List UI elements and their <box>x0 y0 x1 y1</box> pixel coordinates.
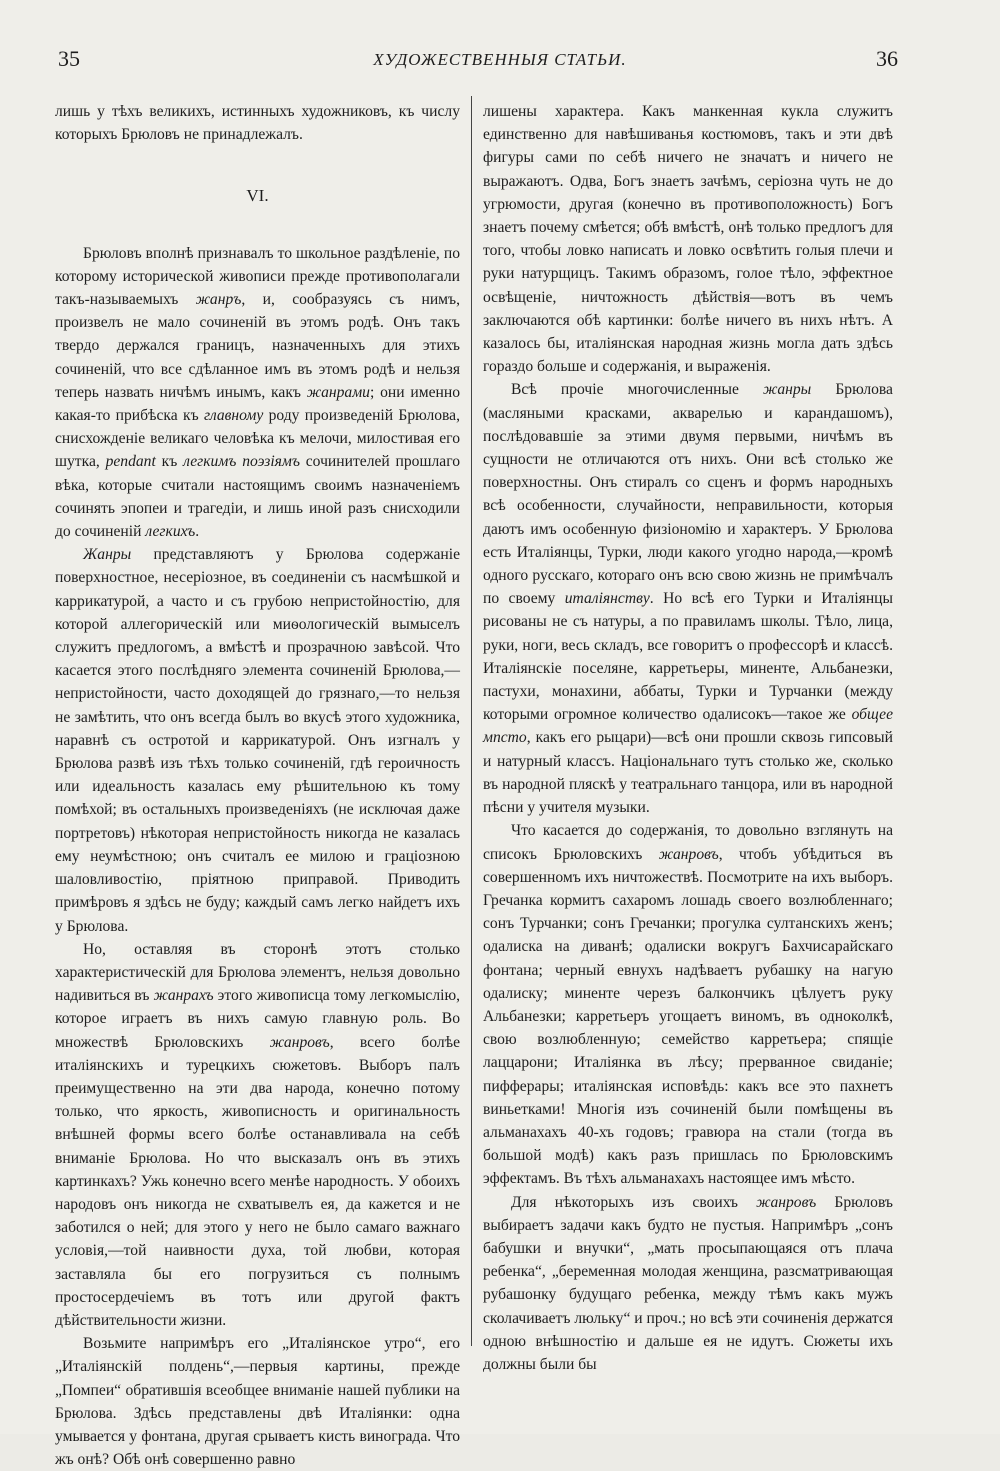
emphasis: жанры <box>763 381 812 399</box>
running-title: ХУДОЖЕСТВЕННЫЯ СТАТЬИ. <box>373 50 627 69</box>
emphasis: жанрахъ <box>153 987 214 1005</box>
text-run: Брюловъ выбираетъ задачи какъ будто не пустыя. Напримѣръ „сонъ бабушки и внучки“, „мать просыпающаяся отъ плача ребенка“, „беременная молодая женщина, разсматривающая рубашонку будущаго ребенка, между тѣмъ какъ мужъ сколачиваетъ люльку“ и проч.; но всѣ эти сочиненія держатся одною внѣшностію и дальше ея не идутъ. Сюжеты ихъ должны были бы <box>483 1193 893 1373</box>
paragraph: Возьмите напримѣръ его „Италіянское утро“, его „Италіянскій полдень“,—первыя картины, прежде „Помпеи“ обратившія всеобщее вниманіе нашей публики на Брюлова. Здѣсь представлены двѣ Италіянки: одна умывается у фонтана, другая срываетъ кисть винограда. Что жъ онѣ? Обѣ онѣ совершенно равно <box>55 1335 460 1469</box>
paragraph <box>55 242 460 544</box>
paragraph <box>55 938 460 1332</box>
emphasis: Жанры <box>83 546 132 564</box>
emphasis: общее мпсто <box>483 706 893 747</box>
text-run: Но, оставляя въ сторонѣ этотъ столько характеристическій для Брюлова элементъ, нельзя довольно надивиться въ <box>55 940 460 1005</box>
emphasis: жанровъ <box>269 1033 330 1051</box>
text-run: Всѣ прочіе многочисленные <box>511 381 764 399</box>
emphasis: pendant <box>105 453 156 471</box>
left-column <box>55 100 461 1469</box>
text-run: , чтобъ убѣдиться въ совершенномъ ихъ ничтожествѣ. Посмотрите на ихъ выборъ. Гречанка кормитъ сахаромъ лошадь своего возлюбленнаго; сонъ Турчанки; сонъ Гречанки; прогулка султанскихъ женъ; одалиска на диванѣ; одалиски вокругъ Бахчисарайскаго фонтана; черный евнухъ надѣваетъ рубашку на нагую одалиску; миненте черезъ балкончикъ цѣлуетъ руку Альбанезки; карретьеръ угощаетъ виномъ, въ одноколкѣ, свою возлюбленную; семейство карретьера; спящіе лаццарони; Италіянка въ лѣсу; прерванное свиданіе; пифферары; италіянская исповѣдь: какъ все это пахнетъ виньетками! Многія изъ сочиненій были помѣщены въ альманахахъ 40-хъ годовъ; гравюра на стали (тогда въ большой модѣ) какъ разъ пришлась по Брюловскимъ эффектамъ. Въ тѣхъ альманахахъ настоящее имъ мѣсто. <box>483 845 893 1188</box>
paragraph <box>483 819 893 1190</box>
text-run: . <box>195 523 200 541</box>
paragraph <box>55 543 460 937</box>
text-run: Брюловъ вполнѣ признавалъ то школьное раздѣленіе, по которому исторической живописи прежде противополагали такъ-называемыхъ <box>55 244 460 309</box>
text-run: , и, сообразуясь съ нимъ, произвелъ не мало сочиненій въ этомъ родѣ. Онъ такъ твердо держался границъ, назначенныхъ для этихъ сочиненій, что все сдѣланное имъ въ этомъ родѣ и нельзя теперь назвать ничѣмъ инымъ, какъ <box>55 291 461 401</box>
emphasis: легкимъ поэзіямъ <box>183 453 300 471</box>
column-divider <box>471 96 472 1346</box>
text-run: Брюлова (масляными красками, акварелью и карандашомъ), послѣдовавшіе за этими двумя первыми, ничѣмъ въ сущности не отличаются отъ нихъ. Они всѣ столько же поверхностны. Онъ стиралъ со сценъ и формъ народныхъ всѣ особенности, случайности, неправильности, которыя даютъ имъ особенную физіономію и характеръ. У Брюлова есть Италіянцы, Турки, люди какого угодно народа,—кромѣ одного русскаго, котораго онъ всю свою жизнь не примѣчалъ по своему <box>483 381 893 608</box>
right-column <box>483 100 893 1394</box>
emphasis: италіянству <box>564 590 650 608</box>
paragraph: лишены характера. Какъ манкенная кукла служитъ единственно для навѣшиванья костюмовъ, такъ и эти двѣ фигуры сами по себѣ ничего не значатъ и ничего не выражаютъ. Одва, Богъ знаетъ зачѣмъ, серіозна чуть не до угрюмости, другая (конечно въ противоположность) Богъ знаетъ почему смѣется; обѣ вмѣстѣ, онѣ только предлогъ для того, чтобы ловко написать и ловко освѣтить голыя плечи и руки натурщицъ. Такимъ образомъ, голое тѣло, эффектное освѣщеніе, ничтожность дѣйствія—вотъ въ чемъ заключаются обѣ картинки: болѣе ничего въ нихъ нѣтъ. А казалось бы, италіянская народная жизнь могла дать здѣсь гораздо больше и содержанія, и выраженія. <box>483 103 893 376</box>
text-run: представляютъ у Брюлова содержаніе поверхностное, несеріозное, въ соединеніи съ насмѣшкой и каррикатурой, а часто и съ грубою непристойностію, для которой аллегорическій или миѳологическій вымыселъ служитъ предлогомъ, а вмѣстѣ и прозрачною завѣсой. Что касается этого послѣдняго элемента сочиненій Брюлова,—непристойности, часто доходящей до грязнаго,—то нельзя не замѣтить, что онъ всегда былъ во вкусѣ этого художника, наравнѣ съ остротой и каррикатурой. Онъ изгналъ у Брюлова развѣ изъ тѣхъ только сочиненій, гдѣ героичность или идеальность казалась ему рѣшительною къ тому помѣхой; въ остальныхъ произведеніяхъ (не исключая даже портретовъ) нѣкоторая непристойность никогда не казалась ему неумѣстною; онъ считалъ ее милою и граціозною шаловливостію, пріятною приправой. Приводить примѣровъ я здѣсь не буду; каждый самъ легко найдетъ ихъ у Брюлова. <box>55 546 460 935</box>
text-run: ; они именно какая-то прибѣска къ <box>55 383 460 425</box>
paragraph <box>483 378 893 819</box>
emphasis: жанрами <box>306 383 370 401</box>
text-run: роду произведеній Брюлова, снисхожденіе великаго человѣка къ мелочи, милостивая его шутка, <box>55 407 460 471</box>
page-number-right: 36 <box>876 46 898 71</box>
text-run: сочинителей прошлаго вѣка, которые считали настоящимъ своимъ назначеніемъ сочинять эпопеи и трагедіи, и лишь иной разъ снисходили до сочиненій <box>55 453 460 541</box>
page-number-left: 35 <box>58 46 80 71</box>
text-run: къ <box>155 453 184 471</box>
emphasis: жанровъ <box>658 845 719 863</box>
paragraph: лишь у тѣхъ великихъ, истинныхъ художниковъ, къ числу которыхъ Брюловъ не принадлежалъ. <box>55 103 460 144</box>
section-number: VI. <box>246 186 269 206</box>
emphasis: легкихъ <box>145 523 196 541</box>
emphasis: жанръ <box>195 291 242 309</box>
text-run: . Но всѣ его Турки и Италіянцы рисованы не съ натуры, а по правиламъ школы. Тѣло, лица, руки, ноги, весь складъ, все говоритъ о профессорѣ и классѣ. Италіянскіе поселяне, карретьеры, миненте, Альбанезки, пастухи, монахини, аббаты, Турки и Турчанки (между которыми огромное количество одалисокъ—такое же <box>483 590 893 724</box>
emphasis: жанровъ <box>756 1193 817 1211</box>
page-header <box>0 44 1000 84</box>
emphasis: главному <box>204 407 264 425</box>
text-run: , всего болѣе италіянскихъ и турецкихъ сюжетовъ. Выборъ палъ преимущественно на эти два народа, конечно потому только, что яркость, живописность и оригинальность внѣшней формы всего болѣе останавливала на себѣ вниманіе Брюлова. Но что высказалъ онъ въ этихъ картинкахъ? Ужь конечно всего менѣе народность. У обоихъ народовъ онъ никогда не схватывелъ ея, да кажется и не заботился о ней; для этого у него не было самаго важнаго условія,—той наивности духа, той любви, которая заставляла бы его погрузиться съ полнымъ простосердечіемъ въ тотъ или другой фактъ дѣйствительности жизни. <box>55 1033 460 1329</box>
text-run: Что касается до содержанія, то довольно взглянуть на списокъ Брюловскихъ <box>483 822 893 863</box>
paragraph <box>483 1191 893 1377</box>
text-run: , какъ его рыцари)—всѣ они прошли сквозь гипсовый и натурный классъ. Національнаго тутъ столько же, сколько въ народной пляскѣ у театральнаго танцора, или въ народной пѣсни у учителя музыки. <box>483 729 893 817</box>
text-run: Для нѣкоторыхъ изъ своихъ <box>511 1193 757 1211</box>
text-run: этого живописца тому легкомыслію, которое играетъ въ нихъ самую главную роль. Во множествѣ Брюловскихъ <box>55 987 461 1051</box>
